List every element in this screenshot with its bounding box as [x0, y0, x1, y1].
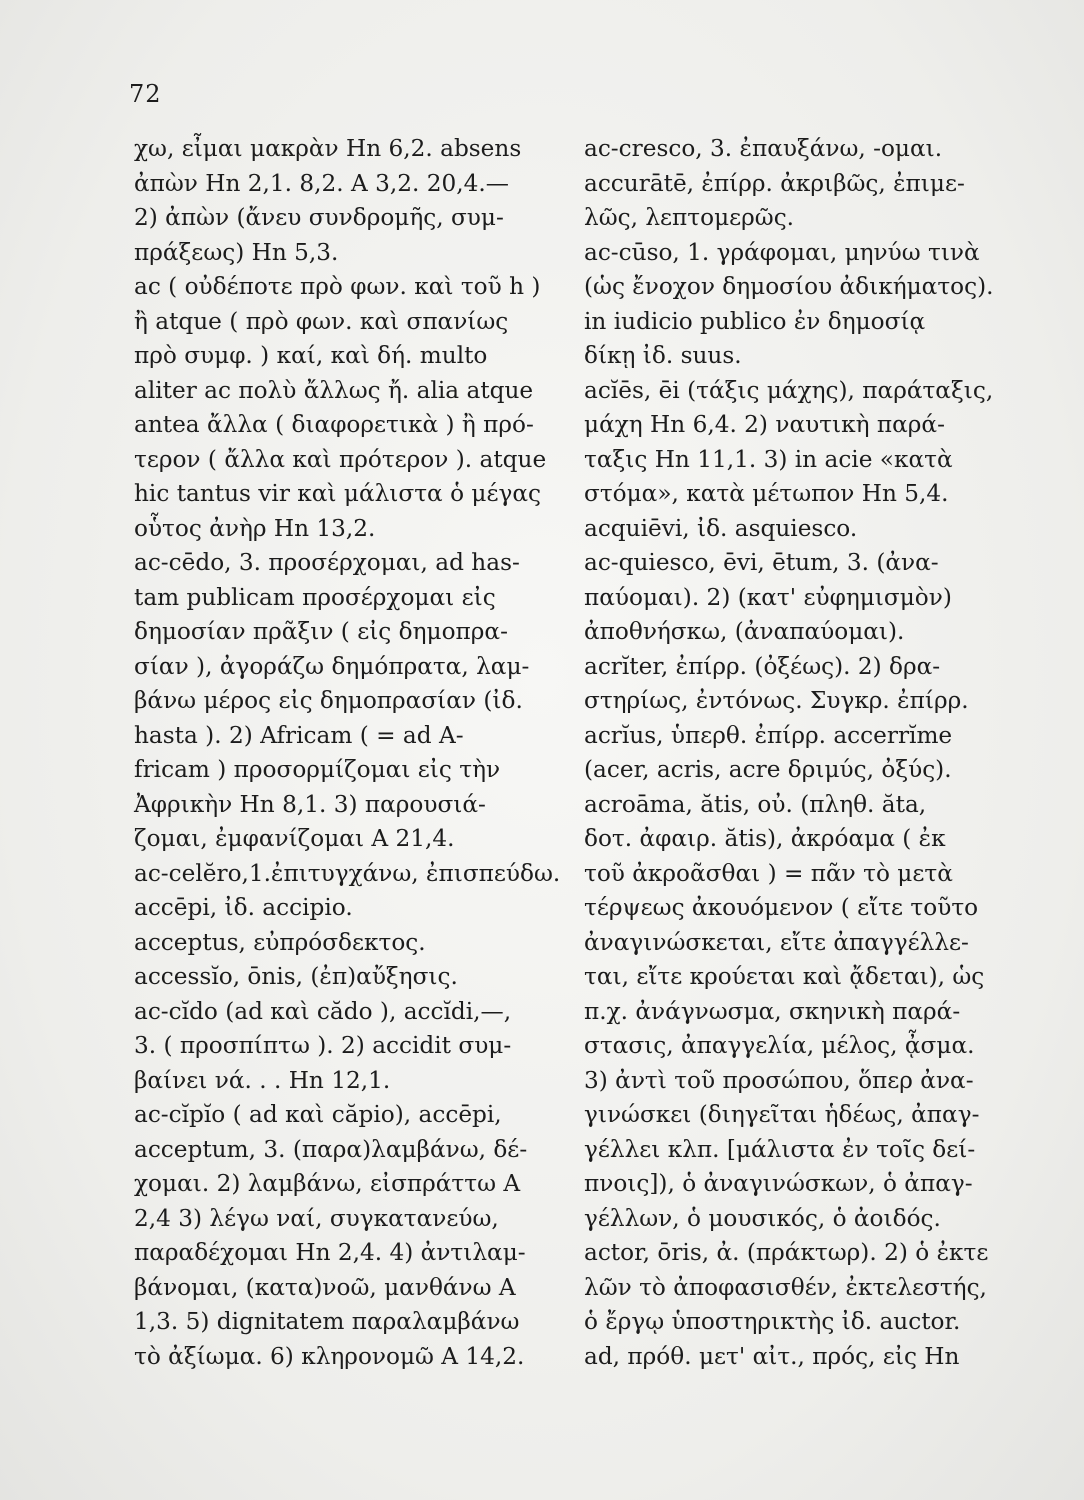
text-line: 3. ( προσπίπτω ). 2) accidit συμ- [134, 1032, 512, 1059]
text-line: στασις, ἀπαγγελία, μέλος, ᾆσμα. [584, 1032, 975, 1059]
text-line: accessĭo, ōnis, (ἐπ)αὔξησις. [134, 963, 458, 990]
text-line: τοῦ ἀκροᾶσθαι ) = πᾶν τὸ μετὰ [584, 859, 953, 887]
text-line: in iudicio publico ἐν δημοσίᾳ [584, 307, 926, 335]
text-line: σίαν ), ἀγοράζω δημόπρατα, λαμ- [134, 652, 530, 680]
text-line: τὸ ἀξίωμα. 6) κληρονομῶ A 14,2. [134, 1342, 525, 1370]
text-line: γέλλει κλπ. [μάλιστα ἐν τοῖς δεί- [584, 1135, 976, 1163]
text-line: ac ( οὐδέποτε πρὸ φων. καὶ τοῦ h ) [134, 273, 541, 300]
text-line: πρὸ συμφ. ) καί, καὶ δή. multo [134, 342, 488, 369]
text-line: πνοις]), ὁ ἀναγινώσκων, ὁ ἀπαγ- [584, 1170, 973, 1197]
text-line: 3) ἀντὶ τοῦ προσώπου, ὅπερ ἀνα- [584, 1066, 974, 1094]
text-line: ταξις Hn 11,1. 3) in acie «κατὰ [584, 445, 953, 473]
text-line: tam publicam προσέρχομαι εἰς [134, 583, 496, 611]
text-line: acroāma, ătis, οὐ. (πληθ. ăta, [584, 790, 927, 818]
text-line: hic tantus vir καὶ μάλιστα ὁ μέγας [134, 480, 542, 507]
text-line: acceptus, εὐπρόσδεκτος. [134, 928, 426, 956]
text-line: τέρψεως ἀκουόμενον ( εἴτε τοῦτο [584, 894, 979, 921]
text-line: ac-cūso, 1. γράφομαι, μηνύω τινὰ [584, 238, 980, 266]
text-line: χομαι. 2) λαμβάνω, εἰσπράττω A [134, 1170, 521, 1197]
text-line: στόμα», κατὰ μέτωπον Hn 5,4. [584, 480, 949, 507]
text-line: ἀπὼν Hn 2,1. 8,2. A 3,2. 20,4.— [134, 169, 509, 197]
text-line: 2,4 3) λέγω ναί, συγκατανεύω, [134, 1204, 499, 1232]
text-line: τερον ( ἄλλα καὶ πρότερον ). atque [134, 445, 547, 473]
text-line: accurātē, ἐπίρρ. ἀκριβῶς, ἐπιμε- [584, 169, 965, 197]
text-line: βάνομαι, (κατα)νοῶ, μανθάνω A [134, 1273, 516, 1301]
text-line: ἀποθνήσκω, (ἀναπαύομαι). [584, 618, 905, 645]
text-line: ac-cĭpĭo ( ad καὶ căpio), accēpi, [134, 1101, 502, 1128]
page-number: 72 [129, 80, 162, 108]
text-line: (ὡς ἔνοχον δημοσίου ἀδικήματος). [584, 273, 994, 300]
text-line: aliter ac πολὺ ἄλλως ἤ. alia atque [134, 376, 534, 404]
text-line: hasta ). 2) Africam ( = ad A- [134, 721, 464, 749]
text-line: acrĭus, ὑπερθ. ἐπίρρ. accerrĭme [584, 721, 953, 749]
text-line: (acer, acris, acre δριμύς, ὀξύς). [584, 756, 952, 783]
text-line: ἢ atque ( πρὸ φων. καὶ σπανίως [134, 307, 509, 335]
text-line: βάνω μέρος εἰς δημοπρασίαν (ἰδ. [134, 687, 523, 714]
text-line: βαίνει νά. . . Hn 12,1. [134, 1066, 391, 1094]
text-line: actor, ōris, ἀ. (πράκτωρ). 2) ὁ ἐκτε [584, 1239, 989, 1266]
text-line: acceptum, 3. (παρα)λαμβάνω, δέ- [134, 1135, 528, 1163]
text-line: γέλλων, ὁ μουσικός, ὁ ἀοιδός. [584, 1204, 941, 1232]
text-line: Ἀφρικὴν Hn 8,1. 3) παρουσιά- [134, 790, 486, 818]
text-line: fricam ) προσορμίζομαι εἰς τὴν [134, 756, 501, 783]
right-column [584, 132, 1004, 1374]
text-line: λῶν τὸ ἀποφασισθέν, ἐκτελεστής, [584, 1273, 987, 1301]
text-line: χω, εἶμαι μακρὰν Hn 6,2. absens [134, 135, 522, 162]
text-line: στηρίως, ἐντόνως. Συγκρ. ἐπίρρ. [584, 687, 969, 714]
text-line: accēpi, ἰδ. accipio. [134, 894, 353, 921]
text-line: λῶς, λεπτομερῶς. [584, 204, 795, 231]
text-line: ac-quiesco, ēvi, ētum, 3. (ἀνα- [584, 549, 939, 576]
text-line: acĭēs, ēi (τάξις μάχης), παράταξις, [584, 376, 994, 404]
text-line: ac-cēdo, 3. προσέρχομαι, ad has- [134, 549, 520, 576]
text-line: οὗτος ἀνὴρ Hn 13,2. [134, 514, 376, 542]
text-line: acquiēvi, ἰδ. asquiesco. [584, 514, 858, 542]
text-line: ad, πρόθ. μετ' αἰτ., πρός, εἰς Hn [584, 1342, 960, 1370]
text-line: παραδέχομαι Hn 2,4. 4) ἀντιλαμ- [134, 1239, 526, 1266]
text-line: ὁ ἔργῳ ὑποστηρικτὴς ἰδ. auctor. [584, 1308, 961, 1335]
text-line: 2) ἀπὼν (ἄνευ συνδρομῆς, συμ- [134, 204, 504, 231]
text-line: μάχη Hn 6,4. 2) ναυτικὴ παρά- [584, 411, 945, 438]
text-line: antea ἄλλα ( διαφορετικὰ ) ἢ πρό- [134, 411, 534, 438]
left-column [134, 132, 561, 1374]
text-line: ac-cresco, 3. ἐπαυξάνω, -ομαι. [584, 135, 943, 162]
text-line: γινώσκει (διηγεῖται ἡδέως, ἀπαγ- [584, 1101, 980, 1128]
text-line: δοτ. ἀφαιρ. ătis), ἀκρόαμα ( ἐκ [584, 825, 946, 852]
text-line: παύομαι). 2) (κατ' εὐφημισμὸν) [584, 583, 952, 611]
text-line: π.χ. ἀνάγνωσμα, σκηνικὴ παρά- [584, 997, 961, 1025]
text-line: δημοσίαν πρᾶξιν ( εἰς δημοπρα- [134, 618, 508, 645]
text-line: ται, εἴτε κρούεται καὶ ᾄδεται), ὡς [584, 963, 985, 990]
text-line: acrĭter, ἐπίρρ. (ὀξέως). 2) δρα- [584, 652, 941, 680]
text-line: ἀναγινώσκεται, εἴτε ἀπαγγέλλε- [584, 928, 969, 956]
text-line: δίκῃ ἰδ. suus. [584, 342, 742, 369]
text-line: πράξεως) Hn 5,3. [134, 238, 339, 266]
text-line: 1,3. 5) dignitatem παραλαμβάνω [134, 1308, 520, 1335]
text-line: ζομαι, ἐμφανίζομαι A 21,4. [134, 825, 455, 852]
text-line: ac-celĕro,1.ἐπιτυγχάνω, ἐπισπεύδω. [134, 859, 561, 887]
text-line: ac-cĭdo (ad καὶ cădo ), accĭdi,—, [134, 997, 512, 1025]
